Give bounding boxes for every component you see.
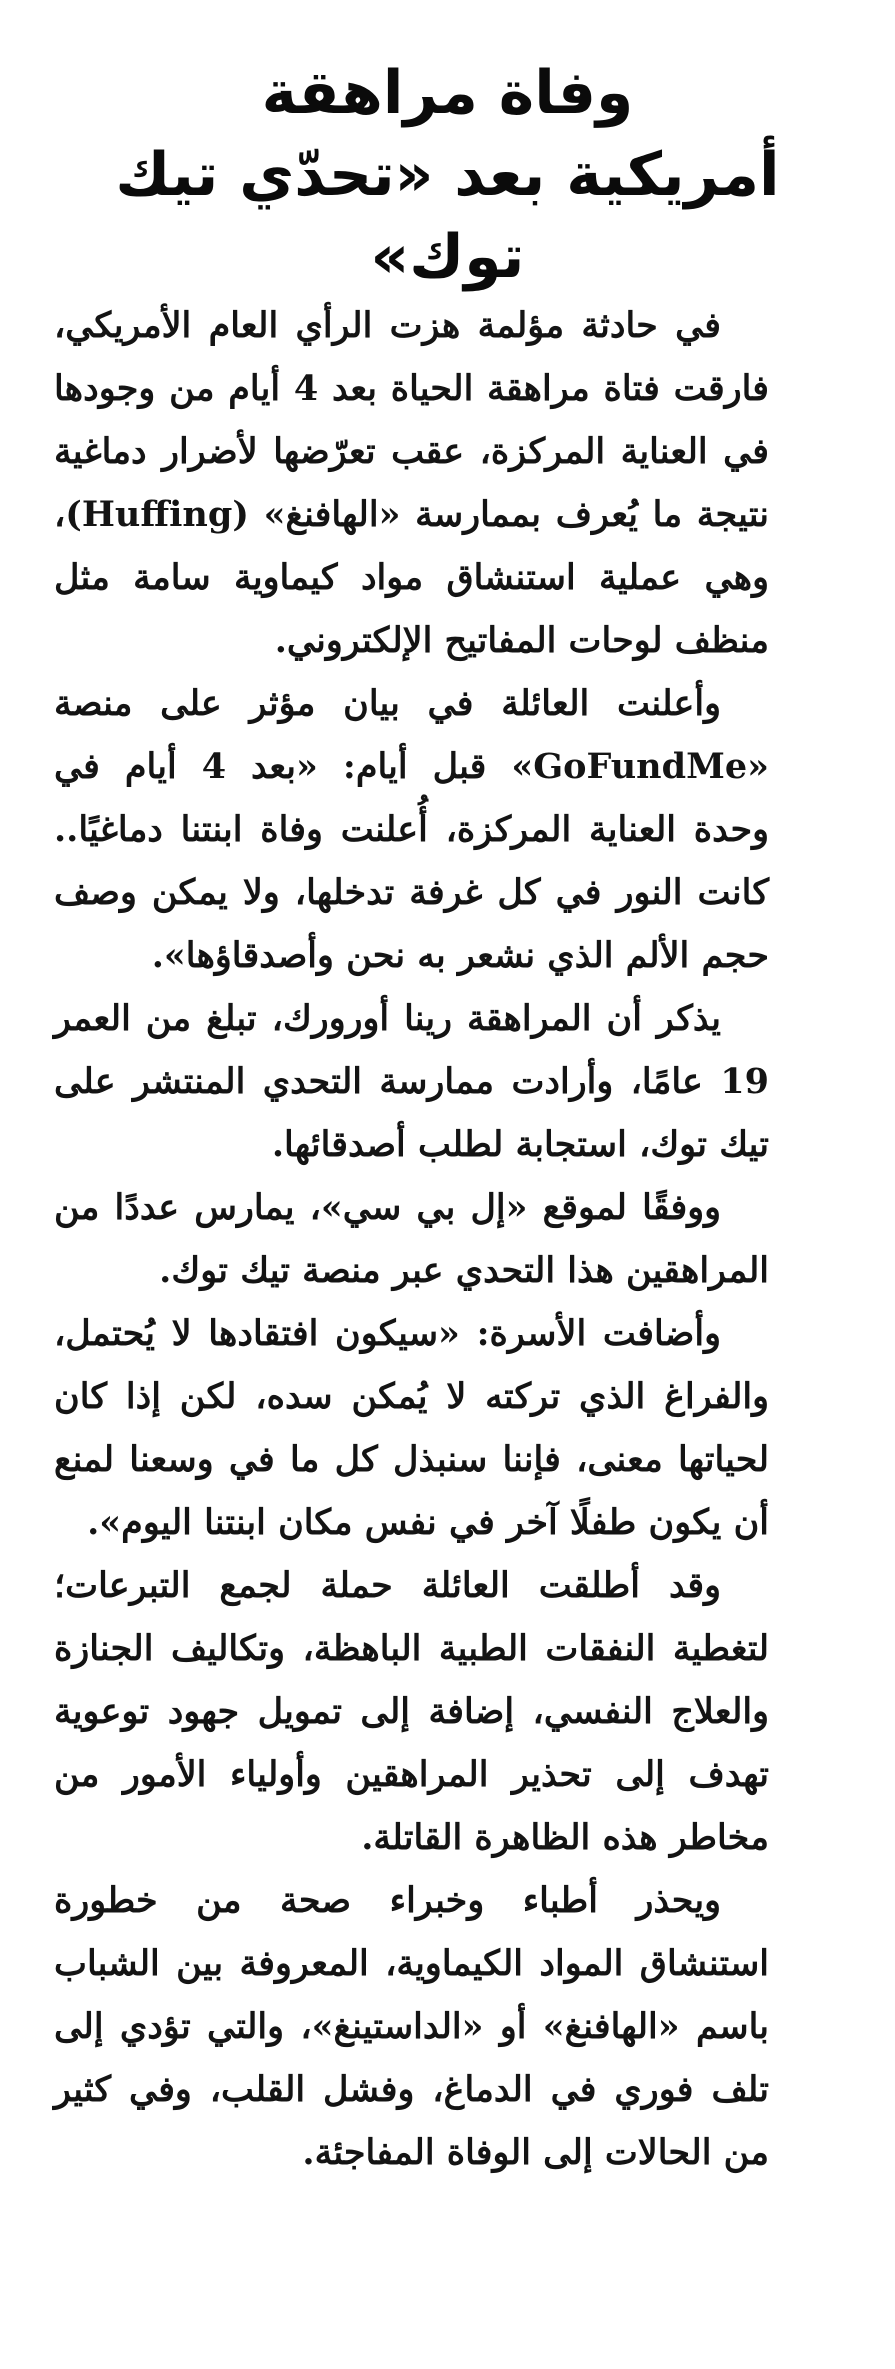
paragraph-fundraiser: وقد أطلقت العائلة حملة لجمع التبرعات؛ لتغطية النفقات الطبية الباهظة، وتكاليف الجنازة والعلاج النفسي، إضافة إلى تمويل جهود توعوية تهدف إلى تحذير المراهقين وأولياء الأمور من مخاطر هذه الظاهرة القاتلة.: [54, 1565, 769, 1858]
article-headline: [40, 52, 855, 298]
paragraph-warning: ويحذر أطباء وخبراء صحة من خطورة استنشاق المواد الكيماوية، المعروفة بين الشباب باسم «الهافنغ» أو «الداستينغ»، والتي تؤدي إلى تلف فوري في الدماغ، وفشل القلب، وفي كثير من الحالات إلى الوفاة المفاجئة.: [54, 1880, 769, 2173]
paragraph-victim: يذكر أن المراهقة رينا أورورك، تبلغ من العمر 19 عامًا، وأرادت ممارسة التحدي المنتشر على تيك توك، استجابة لطلب أصدقائها.: [54, 998, 769, 1165]
article-body: [54, 294, 769, 2184]
headline-line-1: وفاة مراهقة: [261, 58, 634, 128]
headline-line-2: أمريكية بعد «تحدّي تيك توك»: [115, 140, 780, 292]
paragraph-family-statement: وأعلنت العائلة في بيان مؤثر على منصة «GoFundMe» قبل أيام: «بعد 4 أيام في وحدة العناية المركزة، أُعلنت وفاة ابنتنا دماغيًا.. كانت النور في كل غرفة تدخلها، ولا يمكن وصف حجم الألم الذي نشعر به نحن وأصدقاؤها».: [54, 683, 769, 976]
paragraph-family-quote: وأضافت الأسرة: «سيكون افتقادها لا يُحتمل، والفراغ الذي تركته لا يُمكن سده، لكن إذا كان لحياتها معنى، فإننا سنبذل كل ما في وسعنا لمنع أن يكون طفلًا آخر في نفس مكان ابنتنا اليوم».: [54, 1313, 769, 1543]
paragraph-source: ووفقًا لموقع «إل بي سي»، يمارس عددًا من المراهقين هذا التحدي عبر منصة تيك توك.: [54, 1187, 769, 1291]
paragraph-incident: في حادثة مؤلمة هزت الرأي العام الأمريكي، فارقت فتاة مراهقة الحياة بعد 4 أيام من وجودها في العناية المركزة، عقب تعرّضها لأضرار دماغية نتيجة ما يُعرف بممارسة «الهافنغ» (Huffing)، وهي عملية استنشاق مواد كيماوية سامة مثل منظف لوحات المفاتيح الإلكتروني.: [54, 305, 769, 661]
